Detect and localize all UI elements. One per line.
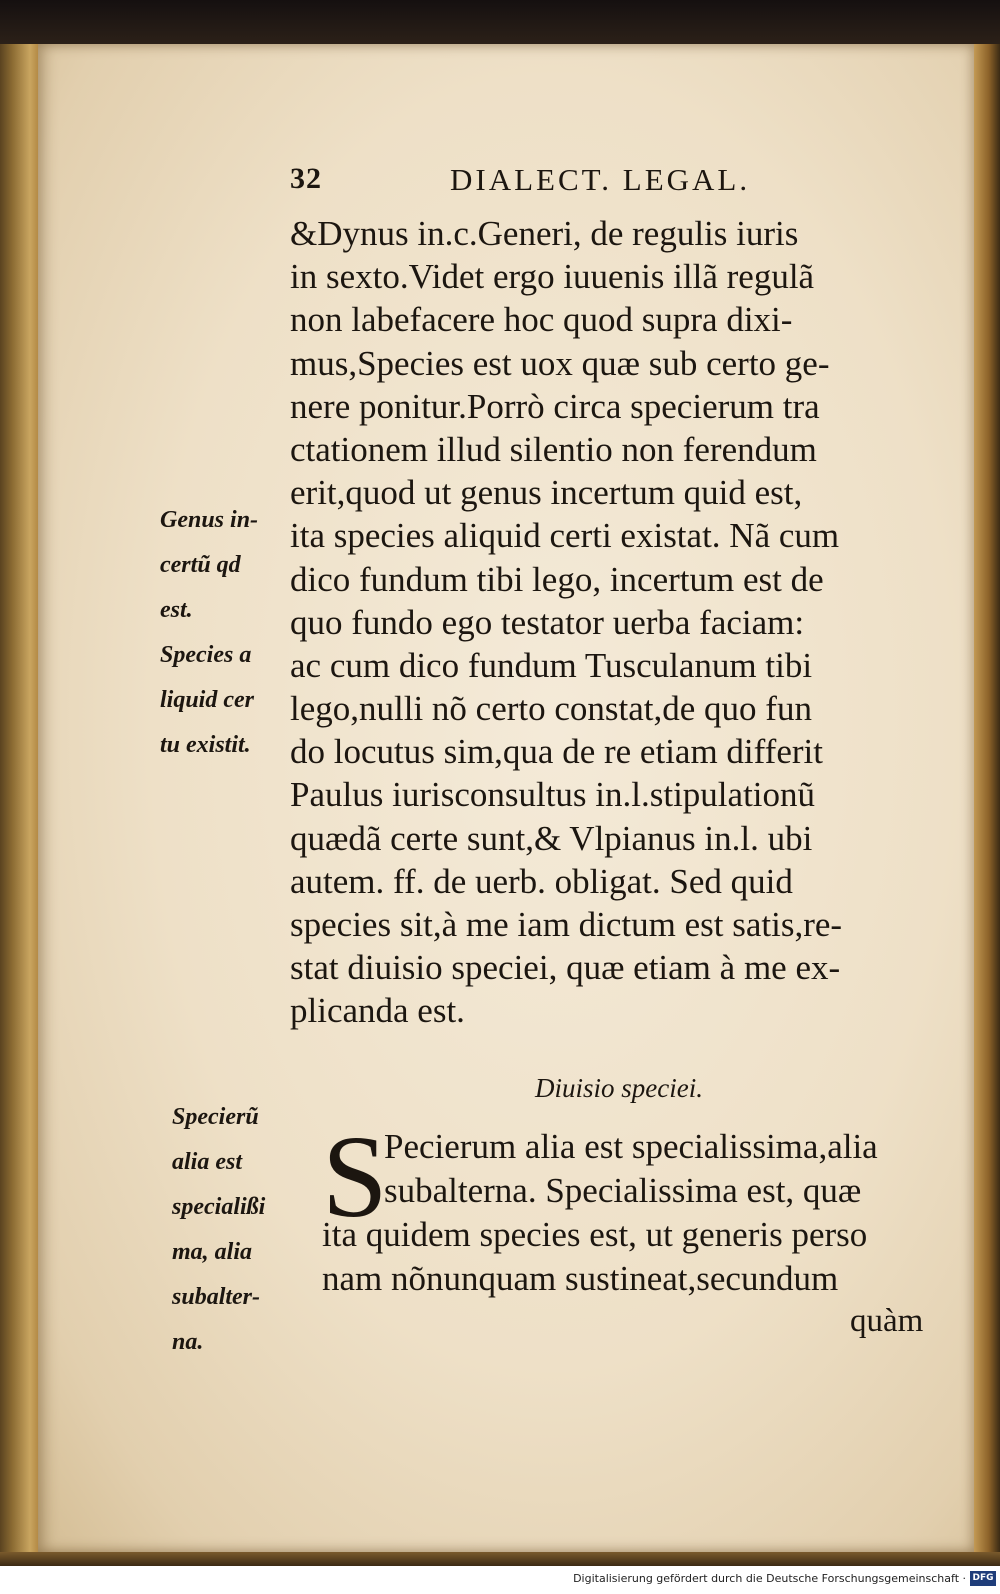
text-line: mus,Species est uox quæ sub certo ge- (290, 343, 830, 383)
margin-note-line: Genus in- (160, 507, 259, 533)
text-line: quædã certe sunt,& Vlpianus in.l. ubi (290, 818, 813, 858)
text-line: Pecierum alia est specialissima,alia (384, 1127, 878, 1166)
text-line: autem. ff. de uerb. obligat. Sed quid (290, 861, 793, 901)
text-line: nere ponitur.Porrò circa specierum tra (290, 386, 820, 426)
main-text-block (290, 212, 940, 1033)
digitization-footer (0, 1566, 1000, 1594)
funding-credit: Digitalisierung gefördert durch die Deutsche Forschungsgemeinschaft · (573, 1572, 966, 1585)
text-line: lego,nulli nõ certo constat,de quo fun (290, 689, 812, 729)
margin-note-line: alia est (172, 1149, 242, 1175)
text-line: non labefacere hoc quod supra dixi- (290, 300, 793, 340)
drop-cap-initial: S (322, 1111, 388, 1242)
section-heading: Diuisio speciei. (535, 1073, 703, 1103)
text-line: ita quidem species est, ut generis perso (322, 1215, 868, 1254)
page-header (290, 162, 830, 202)
book-top-edge (0, 0, 1000, 44)
text-line: do locutus sim,qua de re etiam differit (290, 732, 823, 772)
dfg-logo[interactable]: DFG (970, 1571, 996, 1586)
book-right-edge (972, 44, 1000, 1552)
text-line: ita species aliquid certi existat. Nã cum (290, 516, 840, 556)
text-line: plicanda est. (290, 991, 465, 1031)
text-line: dico fundum tibi lego, incertum est de (290, 559, 824, 599)
text-line: in sexto.Videt ergo iuuenis illã regulã (290, 257, 815, 297)
running-head: DIALECT. LEGAL. (450, 162, 751, 197)
margin-note-line: certũ qd (160, 552, 241, 578)
margin-note-line: tu existit. (160, 732, 251, 758)
text-line: species sit,à me iam dictum est satis,re- (290, 905, 843, 944)
margin-note-line: na. (172, 1329, 204, 1355)
text-line: subalterna. Specialissima est, quæ (384, 1171, 862, 1210)
text-line: ctationem illud silentio non ferendum (290, 429, 817, 469)
text-line: stat diuisio speciei, quæ etiam à me ex- (290, 948, 841, 988)
text-line: ac cum dico fundum Tusculanum tibi (290, 645, 813, 685)
margin-note-line: est. (160, 597, 193, 623)
book-bottom-edge (0, 1552, 1000, 1566)
margin-note-line: ma, alia (172, 1239, 253, 1265)
page-number: 32 (290, 162, 322, 195)
margin-note-species (172, 1095, 265, 1365)
margin-note-line: liquid cer (160, 687, 254, 713)
catchword: quàm (850, 1303, 924, 1339)
margin-note-genus (160, 498, 258, 768)
text-line: erit,quod ut genus incertum quid est, (290, 473, 803, 513)
margin-note-line: Species a (160, 642, 252, 668)
margin-note-line: subalter- (172, 1284, 261, 1310)
text-line: nam nõnunquam sustineat,secundum (322, 1259, 839, 1298)
margin-note-line: specialißi (172, 1194, 266, 1220)
text-line: Paulus iurisconsultus in.l.stipulationũ (290, 775, 816, 815)
margin-note-line: Specierũ (172, 1104, 259, 1130)
text-line: quo fundo ego testator uerba faciam: (290, 602, 805, 642)
section-text-block (322, 1125, 952, 1301)
text-line: &Dynus in.c.Generi, de regulis iuris (290, 214, 799, 253)
